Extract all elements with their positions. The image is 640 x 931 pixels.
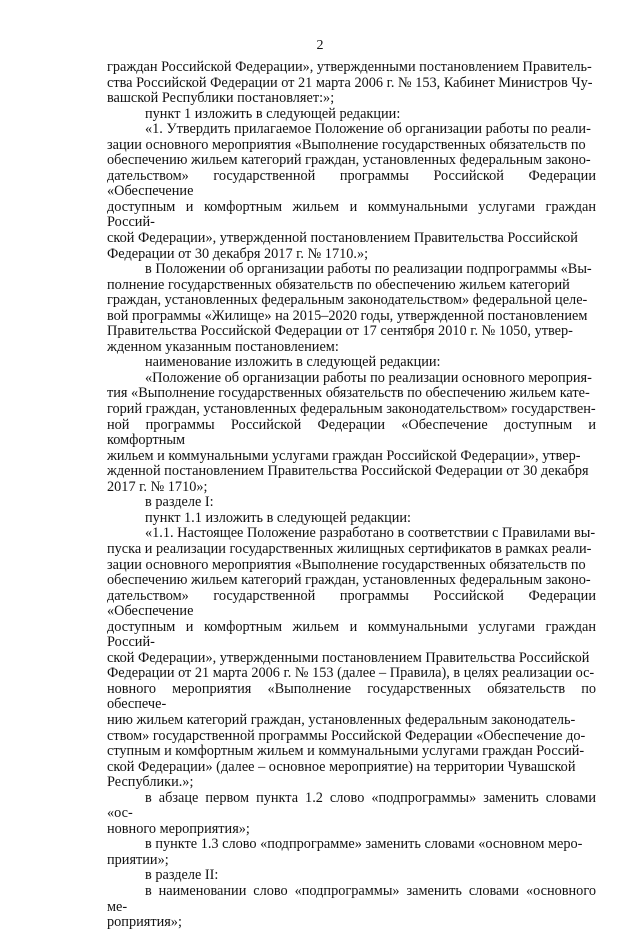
paragraph-title-instruction: наименование изложить в следующей редакции: (145, 354, 441, 371)
paragraph-item-1-instruction: пункт 1 изложить в следующей редакции: (145, 105, 401, 122)
paragraph-section-2-title-amendment: в наименовании слово «подпрограммы» заменить словами «основного ме- роприятия»; (107, 882, 596, 931)
paragraph-item-1-2-amendment: в абзаце первом пункта 1.2 слово «подпрограммы» заменить словами «ос- новного мероприятия»; (107, 789, 596, 837)
page-number: 2 (316, 38, 324, 53)
paragraph-section-2-heading: в разделе II: (145, 867, 219, 884)
paragraph-intro-continuation: граждан Российской Федерации», утвержденными постановлением Правитель- ства Российской Федерации от 21 марта 2006 г. № 153, Кабинет Министров Чу- вашской Республики постановляет:»; (107, 59, 593, 107)
paragraph-section-1-heading: в разделе I: (145, 494, 214, 511)
paragraph-item-1-1-instruction: пункт 1.1 изложить в следующей редакции: (145, 509, 412, 526)
paragraph-title-text: «Положение об организации работы по реализации основного мероприя- тия «Выполнение государственных обязательств по обеспечению жильем кате- горий граждан, установленных федеральным законодательством» государствен- ной программы Российской Федерации «Обеспечение доступным и комфортным жильем и коммунальными услугами граждан Российской Федерации», утвер- жденной постановлением Правительства Российской Федерации от 30 декабря 2017 г. № 1710»; (107, 369, 596, 495)
paragraph-item-1-3-amendment: в пункте 1.3 слово «подпрограмме» заменить словами «основном меро- приятии»; (107, 836, 583, 868)
document-body (107, 60, 596, 931)
paragraph-regulation-amendment: в Положении об организации работы по реализации подпрограммы «Вы- полнение государственных обязательств по обеспечению жильем категорий граждан, установленных федеральным законодательством» федеральной целе- вой программы «Жилище» на 2015–2020 годы, утвержденной постановлением Правительства Российской Федерации от 17 сентября 2010 г. № 1050, утвер- жденном указанным постановлением: (107, 261, 592, 355)
paragraph-item-1-text: «1. Утвердить прилагаемое Положение об организации работы по реали- зации основного мероприятия «Выполнение государственных обязательств по обеспечению жильем категорий граждан, установленных федеральным законо- дательством» государственной программы Российской Федерации «Обеспечение доступным и комфортным жильем и коммунальными услугами граждан Россий- ской Федерации», утвержденной постановлением Правительства Российской Федерации от 30 декабря 2017 г. № 1710.»; (107, 121, 596, 262)
paragraph-item-1-1-text: «1.1. Настоящее Положение разработано в соответствии с Правилами вы- пуска и реализации государственных жилищных сертификатов в рамках реали- зации основного мероприятия «Выполнение государственных обязательств по обеспечению жильем категорий граждан, установленных федеральным законо- дательством» государственной программы Российской Федерации «Обеспечение доступным и комфортным жильем и коммунальными услугами граждан Россий- ской Федерации», утвержденными постановлением Правительства Российской Федерации от 21 марта 2006 г. № 153 (далее – Правила), в целях реализации ос- новного мероприятия «Выполнение государственных обязательств по обеспече- нию жильем категорий граждан, установленных федеральным законодатель- ством» государственной программы Российской Федерации «Обеспечение до- ступным и комфортным жильем и коммунальными услугами граждан Россий- ской Федерации» (далее – основное мероприятие) на территории Чувашской Республики.»; (107, 525, 596, 791)
